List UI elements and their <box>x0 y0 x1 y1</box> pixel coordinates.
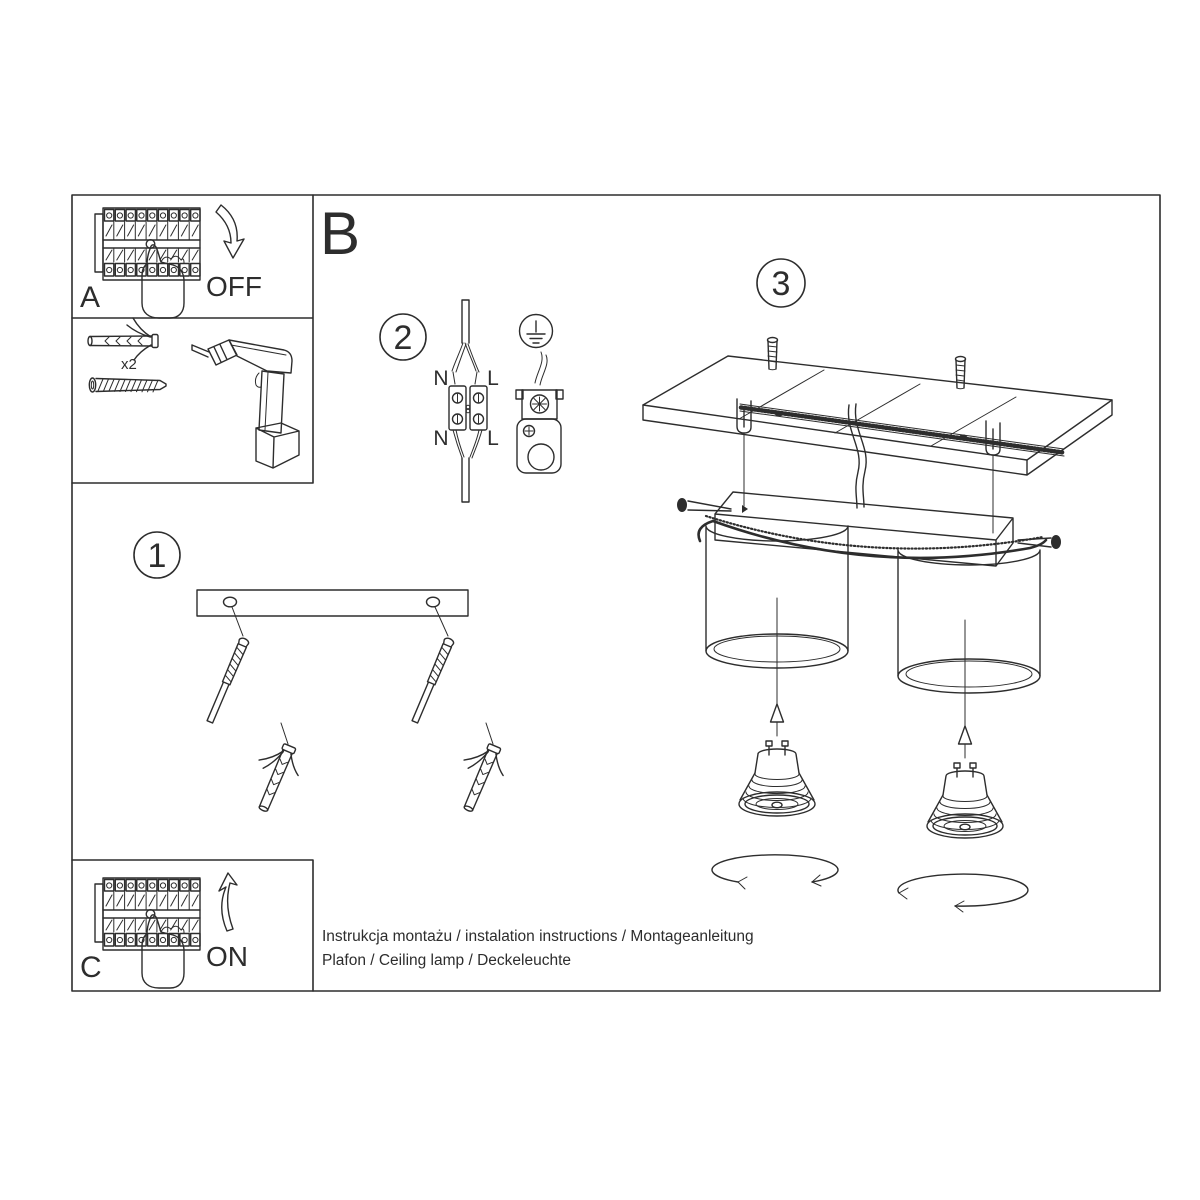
mounting-rail-teeth <box>741 408 1063 453</box>
shade-rim-right <box>898 659 1040 693</box>
wall-plug-icon <box>88 318 158 360</box>
lamp-shade-right <box>898 550 1040 676</box>
wire-n-label-bottom: N <box>433 427 449 450</box>
sheet-frame <box>72 195 1160 991</box>
wire-l-label-bottom: L <box>487 427 499 450</box>
step-3-assembly <box>643 259 1112 912</box>
side-screw-left <box>677 498 748 513</box>
off-label: OFF <box>206 271 262 302</box>
anchor-quantity-label: x2 <box>121 356 137 373</box>
terminal-clip <box>466 409 470 413</box>
mains-cable-top <box>462 300 469 343</box>
gu10-bulb-icon-right <box>927 763 1003 838</box>
wire-n-label-top: N <box>433 367 449 390</box>
rotation-arrow-icon-left <box>712 855 838 889</box>
breaker-panel-on-icon <box>95 878 200 988</box>
step-1-number: 1 <box>147 537 167 575</box>
wire-fork-bottom <box>453 430 482 458</box>
ground-clamp-icon <box>516 352 563 473</box>
footer-line-2: Plafon / Ceiling lamp / Deckeleuchte <box>322 952 571 969</box>
ground-symbol-icon <box>520 315 553 348</box>
section-c-power-on <box>80 873 248 988</box>
section-parts-tools <box>88 318 299 468</box>
on-label: ON <box>206 941 248 972</box>
section-b-label: B <box>320 200 361 267</box>
panel-dividers <box>72 195 313 991</box>
gu10-bulb-icon-left <box>739 741 815 816</box>
wire-l-label-top: L <box>487 367 499 390</box>
alignment-lines <box>744 433 993 533</box>
outer-border <box>72 195 1160 991</box>
section-c-label: C <box>80 951 102 984</box>
mounting-hole-left <box>224 597 237 607</box>
plate-screw-left <box>768 338 778 370</box>
section-a-power-off <box>80 205 262 318</box>
step-1-mounting <box>134 532 512 818</box>
arrow-up-icon <box>219 873 237 931</box>
bulb-installation <box>712 598 1028 912</box>
step-3-number: 3 <box>771 265 791 303</box>
step-2-number: 2 <box>393 319 413 357</box>
section-a-label: A <box>80 281 101 314</box>
ceiling-plate <box>643 338 1112 534</box>
breaker-panel-off-icon <box>95 208 200 318</box>
step-2-wiring <box>380 300 563 502</box>
rotation-arrow-icon-right <box>898 874 1028 912</box>
terminal-clip <box>466 405 470 409</box>
screw-icon-right <box>410 637 454 724</box>
insert-arrow-left <box>771 704 784 722</box>
rail-screw <box>959 435 967 440</box>
lamp-body <box>677 492 1061 693</box>
screw-icon-left <box>205 637 249 724</box>
wall-plug-icon-right <box>446 737 512 818</box>
alignment-leader-lines <box>232 607 493 744</box>
wall-plug-icon-left <box>241 737 307 818</box>
mounting-screw-icon <box>89 378 166 392</box>
drill-icon <box>192 340 299 468</box>
mounting-hole-right <box>427 597 440 607</box>
mains-cable-bottom <box>462 458 469 502</box>
footer-line-1: Instrukcja montażu / instalation instructions / Montageanleitung <box>322 928 754 945</box>
wire-fork-top <box>452 343 479 384</box>
insert-arrow-right <box>959 726 972 744</box>
arrow-down-icon <box>216 205 244 258</box>
plate-screw-right <box>956 357 966 389</box>
